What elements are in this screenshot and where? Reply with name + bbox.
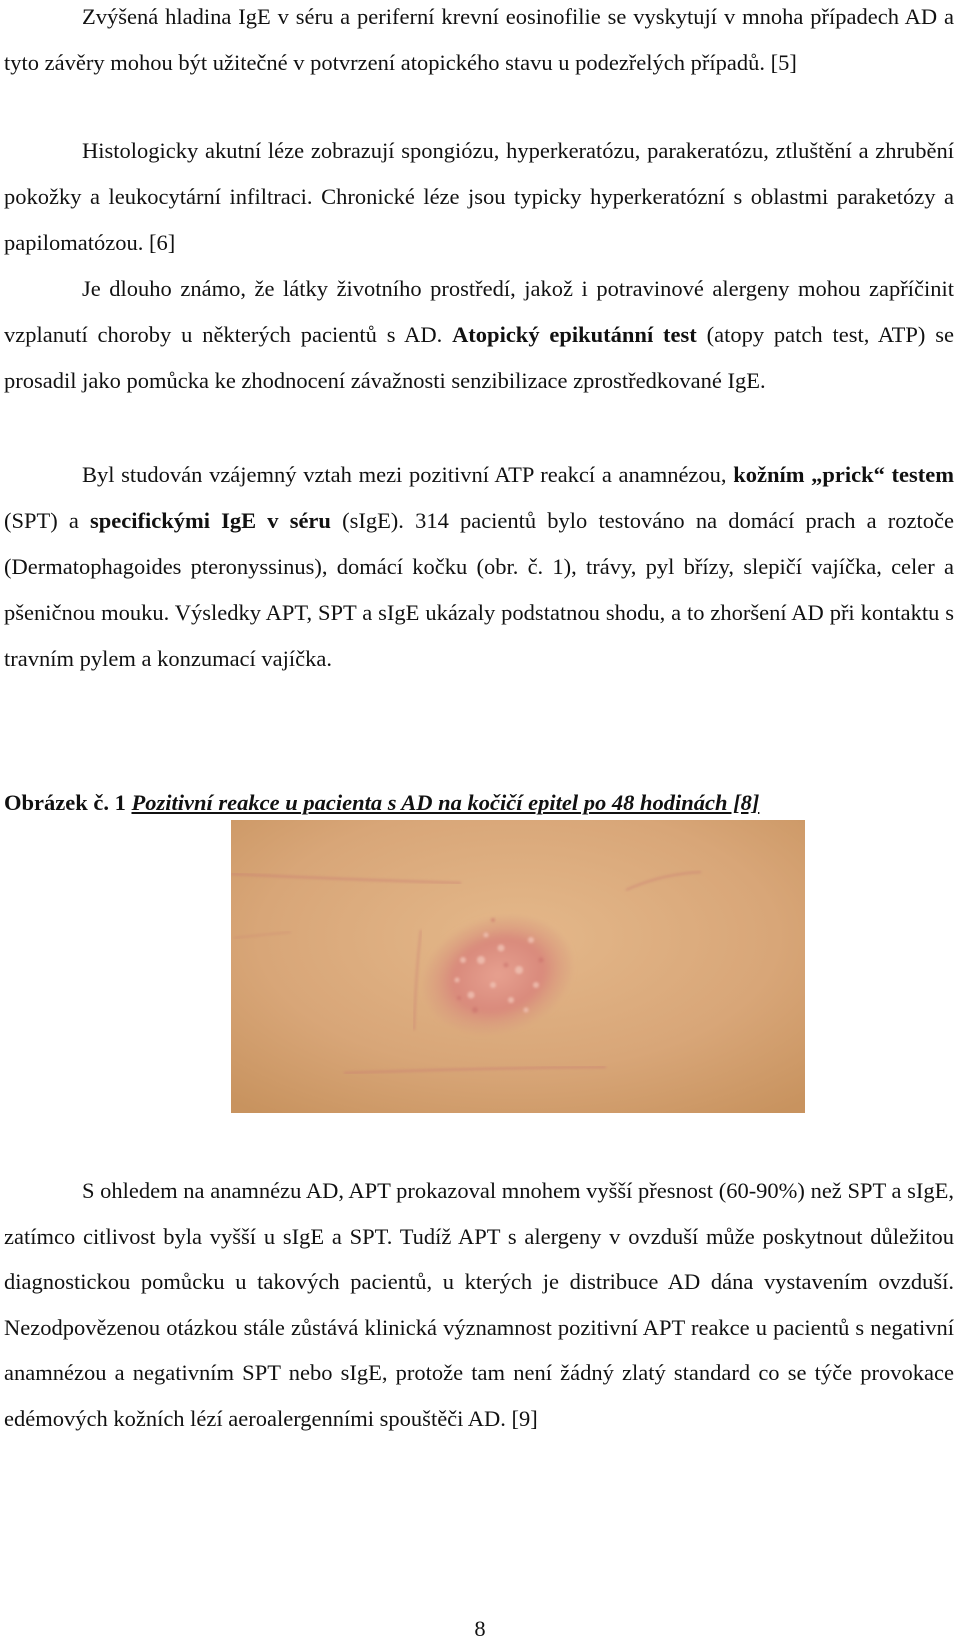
text-run: (sIgE). 314 pacientů bylo testováno na domácí prach a roztoče (Dermatophagoides pteronyssinus), domácí kočku (obr. č. 1), trávy, pyl břízy, slepičí vajíčka, celer a pšeničnou mouku. Výsledky APT, SPT a sIgE ukázaly podstatnou shodu, a to zhoršení AD při kontaktu s travním pylem a konzumací vajíčka.: [4, 508, 954, 671]
figure-photo-skin-reaction: [231, 820, 805, 1113]
figure-caption: [4, 783, 759, 823]
text-run: (atopy patch test, ATP) se prosadil jako pomůcka ke zhodnocení závažnosti senzibilizace zprostředkované IgE.: [4, 322, 954, 393]
text-run: Je dlouho známo, že látky životního prostředí, jakož i potravinové alergeny mohou zapříčinit vzplanutí choroby u některých pacientů s AD.: [4, 276, 954, 347]
paragraph-histology: Histologicky akutní léze zobrazují spongiózu, hyperkeratózu, parakeratózu, ztluštění a zhrubění pokožky a leukocytární infiltraci. Chronické léze jsou typicky hyperkeratózní s oblastmi paraketózy a papilomatózou. [6]: [4, 138, 954, 255]
paragraph-environment: [4, 266, 954, 404]
page-number: 8: [474, 1616, 486, 1641]
skin-photo-svg: [231, 820, 805, 1113]
paragraph-ige: Zvýšená hladina IgE v séru a periferní krevní eosinofilie se vyskytují v mnoha případech AD a tyto závěry mohou být užitečné v potvrzení atopického stavu u podezřelých případů. [5]: [4, 4, 954, 75]
figure-label: Obrázek č. 1: [4, 790, 126, 815]
paragraph-study: [4, 452, 954, 682]
bold-term-spt: kožním „prick“ testem: [733, 462, 955, 487]
bold-term-apt: Atopický epikutánní test: [452, 322, 697, 347]
text-run: Byl studován vzájemný vztah mezi pozitivní ATP reakcí a anamnézou,: [82, 462, 734, 487]
paragraph-conclusion: S ohledem na anamnézu AD, APT prokazoval mnohem vyšší přesnost (60-90%) než SPT a sIgE, zatímco citlivost byla vyšší u sIgE a SPT. Tudíž APT s alergeny v ovzduší může poskytnout důležitou diagnostickou pomůcku u takových pacientů, u kterých je distribuce AD dána vystavením ovzduší. Nezodpovězenou otázkou stále zůstává klinická významnost pozitivní APT reakce u pacientů s negativní anamnézou a negativním SPT nebo sIgE, protože tam není žádný zlatý standard co se týče provokace edémových kožních lézí aeroalergenními spouštěči AD. [9]: [4, 1178, 954, 1431]
bold-term-sige: specifickými IgE v séru: [90, 508, 331, 533]
text-run: (SPT) a: [4, 508, 91, 533]
figure-title: Pozitivní reakce u pacienta s AD na kočičí epitel po 48 hodinách [8]: [131, 790, 760, 815]
